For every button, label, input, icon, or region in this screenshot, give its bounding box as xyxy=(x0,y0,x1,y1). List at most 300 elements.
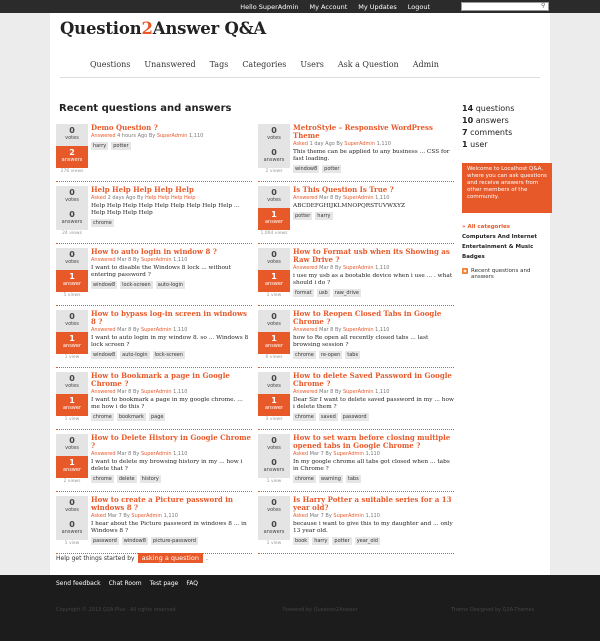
tag[interactable]: page xyxy=(150,414,164,420)
rss-icon: ◉ xyxy=(463,268,467,273)
question-when: Mar 8 xyxy=(117,389,132,395)
question-stats xyxy=(258,248,290,298)
tag-list xyxy=(293,537,455,545)
ask-question-button[interactable]: asking a question xyxy=(138,553,203,563)
logout-link[interactable]: Logout xyxy=(407,2,430,11)
footer xyxy=(0,575,600,641)
vote-count xyxy=(56,496,88,518)
question-action[interactable]: Answered xyxy=(293,389,318,395)
question-author-points: 1,110 xyxy=(375,327,390,333)
question-title-link[interactable]: How to set warn before closing multiple opened tabs in Google Chrome ? xyxy=(293,433,451,450)
question-meta xyxy=(293,195,455,202)
view-count: 1 view xyxy=(266,293,282,298)
nav-unanswered[interactable]: Unanswered xyxy=(144,60,196,69)
tag[interactable]: window8 xyxy=(93,352,116,358)
question-action[interactable]: Answered xyxy=(91,327,116,333)
top-bar xyxy=(0,0,600,13)
tag-list xyxy=(91,413,253,421)
answer-label: answer xyxy=(62,467,82,473)
question-body xyxy=(91,186,253,227)
question-body xyxy=(91,310,253,359)
answer-count xyxy=(56,146,88,168)
question-title-link[interactable]: Is This Question Is True ? xyxy=(293,185,394,194)
question-excerpt: This theme can be applied to any business ... CSS for fast loading. xyxy=(293,149,450,162)
tag[interactable]: potter xyxy=(334,538,350,544)
tag-list xyxy=(293,212,455,220)
question-stats xyxy=(56,124,88,174)
question-by: By xyxy=(334,265,342,271)
answer-label: answers xyxy=(61,157,83,163)
view-count: 5 views xyxy=(63,293,81,298)
question-stats xyxy=(258,186,290,236)
question-excerpt: i use my usb as a bootable device when i use ... . what should i do ? xyxy=(293,273,453,286)
tag[interactable]: chrome xyxy=(93,220,112,226)
question-by: By xyxy=(336,141,343,147)
question-author-link[interactable]: SuperAdmin xyxy=(344,141,375,147)
question-excerpt: I want to delete my browsing history in my ... how i delete that ? xyxy=(91,459,243,472)
vote-count xyxy=(258,186,290,208)
tag[interactable]: window8 xyxy=(123,538,146,544)
question-stats xyxy=(258,372,290,422)
question-action[interactable]: Asked xyxy=(293,451,308,457)
vote-count xyxy=(56,124,88,146)
tag[interactable]: warning xyxy=(320,476,341,482)
question-title-link[interactable]: Demo Question ? xyxy=(91,123,158,132)
answer-count xyxy=(56,456,88,478)
answer-count xyxy=(56,394,88,416)
tag[interactable]: bookmark xyxy=(118,414,144,420)
welcome-box: Welcome to Localhost Q&A, where you can ask questions and receive answers from other members of the community. xyxy=(462,163,552,213)
vote-number: 0 xyxy=(271,250,277,259)
answer-count xyxy=(258,146,290,168)
question-when: Mar 7 xyxy=(309,451,324,457)
answer-number: 0 xyxy=(69,210,75,219)
copyright-text: Copyright © 2013 Q2A Plus · All rights reserved xyxy=(56,607,176,613)
question-action[interactable]: Answered xyxy=(293,327,318,333)
category-badges[interactable]: Badges xyxy=(462,254,485,260)
question-excerpt: Help Help Help Help Help Help Help Help Help ... Help Help Help Help xyxy=(91,203,240,216)
question-author-points: 1,110 xyxy=(365,513,380,519)
question-title-link[interactable]: MetroStyle – Responsive WordPress Theme xyxy=(293,123,433,140)
footer-test-page[interactable]: Test page xyxy=(149,580,179,587)
help-text: Help get things started by xyxy=(56,554,135,562)
question-when: 4 hours Ago xyxy=(117,133,148,139)
tag-list xyxy=(293,289,455,297)
my-account-link[interactable]: My Account xyxy=(309,2,348,11)
question-by: By xyxy=(123,513,130,519)
vote-label: votes xyxy=(267,445,281,451)
tag[interactable]: lock-screen xyxy=(122,282,151,288)
vote-count xyxy=(258,434,290,456)
question-action[interactable]: Answered xyxy=(293,265,318,271)
site-logo[interactable]: Question2Answer Q&A xyxy=(60,19,267,38)
question-by: By xyxy=(334,389,342,395)
category-computers[interactable]: Computers And Internet xyxy=(462,234,537,240)
question-stats xyxy=(56,186,88,236)
question-meta xyxy=(91,451,253,458)
vote-label: votes xyxy=(267,321,281,327)
question-by: By xyxy=(325,513,332,519)
question-action[interactable]: Answered xyxy=(91,257,116,263)
vote-label: votes xyxy=(267,197,281,203)
tag[interactable]: chrome xyxy=(295,476,314,482)
answer-label: answer xyxy=(264,281,284,287)
footer-faq[interactable]: FAQ xyxy=(186,580,198,587)
question-stats xyxy=(56,310,88,360)
question-author-link[interactable]: SuperAdmin xyxy=(131,513,162,519)
tag[interactable]: book xyxy=(295,538,308,544)
tag[interactable]: year_old xyxy=(356,538,378,544)
tag[interactable]: chrome xyxy=(93,414,112,420)
vote-count xyxy=(56,372,88,394)
answer-number: 1 xyxy=(271,272,277,281)
question-body xyxy=(91,372,253,421)
stat-comments: 7 comments xyxy=(462,128,513,137)
tag[interactable]: potter xyxy=(324,166,340,172)
vote-number: 0 xyxy=(69,126,75,135)
question-by: By xyxy=(334,195,342,201)
question-stats xyxy=(258,124,290,174)
question-action[interactable]: Answered xyxy=(91,133,116,139)
rss-feed-link[interactable] xyxy=(462,268,552,280)
question-title-link[interactable]: How to Format usb when its Showing as Raw Drive ? xyxy=(293,247,450,264)
nav-ask-question[interactable]: Ask a Question xyxy=(337,60,399,69)
view-count: 3 views xyxy=(265,417,283,422)
tag[interactable]: password xyxy=(93,538,117,544)
question-author-link[interactable]: SuperAdmin xyxy=(140,389,172,395)
answer-count xyxy=(258,332,290,354)
question-item xyxy=(56,372,252,430)
stat-questions: 14 questions xyxy=(462,104,515,113)
question-action[interactable]: Asked xyxy=(91,195,106,201)
question-author-points: 1,110 xyxy=(189,133,204,139)
question-action[interactable]: Answered xyxy=(293,195,318,201)
question-item xyxy=(258,186,454,244)
question-by: By xyxy=(325,451,332,457)
my-updates-link[interactable]: My Updates xyxy=(358,2,397,11)
category-all[interactable]: » All categories xyxy=(462,222,552,232)
answer-count xyxy=(258,518,290,540)
answer-label: answers xyxy=(263,467,285,473)
vote-number: 0 xyxy=(69,374,75,383)
question-author-points: 1,110 xyxy=(173,451,188,457)
question-excerpt: I want to bookmark a page in my google chrome. ... me how i do this ? xyxy=(91,397,243,410)
tag[interactable]: auto-login xyxy=(157,282,184,288)
tag[interactable]: auto-login xyxy=(122,352,148,358)
question-item xyxy=(258,124,454,182)
view-count: 24 views xyxy=(62,231,82,236)
tag[interactable]: harry xyxy=(93,143,107,149)
tag-list xyxy=(293,165,455,173)
answer-number: 1 xyxy=(271,396,277,405)
question-title-link[interactable]: How to bypass log-in screen in windows 8 ? xyxy=(91,309,247,326)
vote-label: votes xyxy=(267,507,281,513)
answer-number: 0 xyxy=(69,520,75,529)
vote-label: votes xyxy=(267,135,281,141)
vote-number: 0 xyxy=(271,312,277,321)
question-author-points: 1,110 xyxy=(375,389,390,395)
view-count: 2 views xyxy=(63,479,81,484)
question-item xyxy=(258,434,454,492)
nav-questions[interactable]: Questions xyxy=(90,60,131,69)
answer-count xyxy=(56,332,88,354)
answer-label: answer xyxy=(264,219,284,225)
view-count: 1 view xyxy=(266,541,282,546)
question-stats xyxy=(56,372,88,422)
tag[interactable]: usb xyxy=(318,290,328,296)
question-title-link[interactable]: How to auto login in window 8 ? xyxy=(91,247,217,256)
question-title-link[interactable]: Help Help Help Help Help xyxy=(91,185,194,194)
tag[interactable]: window8 xyxy=(295,166,318,172)
question-by: By xyxy=(148,133,156,139)
vote-number: 0 xyxy=(69,188,75,197)
question-stats xyxy=(56,248,88,298)
view-count: 1 view xyxy=(64,355,80,360)
answer-count xyxy=(258,270,290,292)
tag[interactable]: history xyxy=(141,476,159,482)
question-meta xyxy=(91,389,253,396)
question-excerpt: how to Re open all recently closed tabs ... last browsing session ? xyxy=(293,335,429,348)
tag-list xyxy=(293,351,455,359)
vote-count xyxy=(258,310,290,332)
tag[interactable]: harry xyxy=(317,213,331,219)
question-author-points: 1,110 xyxy=(375,265,390,271)
answer-label: answer xyxy=(264,343,284,349)
tag[interactable]: raw_drive xyxy=(334,290,360,296)
question-body xyxy=(91,496,253,545)
tag-list xyxy=(91,475,253,483)
answer-number: 2 xyxy=(69,148,75,157)
tag[interactable]: chrome xyxy=(93,476,112,482)
question-stats xyxy=(56,496,88,546)
question-author-points: 1,110 xyxy=(365,451,380,457)
question-author-link[interactable]: SuperAdmin xyxy=(156,133,188,139)
vote-number: 0 xyxy=(69,250,75,259)
question-action[interactable]: Asked xyxy=(91,513,106,519)
question-action[interactable]: Asked xyxy=(293,141,308,147)
search-icon[interactable]: ⚲ xyxy=(541,2,546,9)
question-action[interactable]: Asked xyxy=(293,513,308,519)
question-author-link[interactable]: Help Help Help Help xyxy=(145,195,196,201)
question-author-link[interactable]: SuperAdmin xyxy=(333,451,364,457)
answer-label: answers xyxy=(263,157,285,163)
question-author-points: 1,110 xyxy=(173,389,188,395)
question-body xyxy=(91,434,253,483)
search-input[interactable] xyxy=(461,2,549,11)
view-count: 276 views xyxy=(60,169,84,174)
question-item xyxy=(56,248,252,306)
theme-credit-text: Theme Designed by Q2A-Themes xyxy=(451,607,535,613)
view-count: 1 view xyxy=(64,417,80,422)
tag-list xyxy=(91,281,253,289)
answer-number: 1 xyxy=(271,334,277,343)
vote-number: 0 xyxy=(271,498,277,507)
question-when: Mar 8 xyxy=(117,451,132,457)
vote-count xyxy=(56,434,88,456)
question-meta xyxy=(293,141,455,148)
question-title-link[interactable]: How to delete Saved Password in Google Chrome ? xyxy=(293,371,452,388)
nav-users[interactable]: Users xyxy=(300,60,324,69)
question-title-link[interactable]: How to create a Picture password in windows 8 ? xyxy=(91,495,233,512)
vote-label: votes xyxy=(65,197,79,203)
vote-number: 0 xyxy=(271,126,277,135)
vote-number: 0 xyxy=(271,188,277,197)
hello-user-link[interactable]: Hello SuperAdmin xyxy=(240,2,299,11)
site-stats xyxy=(462,103,552,151)
question-author-link[interactable]: SuperAdmin xyxy=(140,451,172,457)
answer-label: answer xyxy=(62,405,82,411)
answer-count xyxy=(56,270,88,292)
question-by: By xyxy=(334,327,342,333)
question-item xyxy=(258,496,454,554)
question-title-link[interactable]: How to Bookmark a page in Google Chrome ? xyxy=(91,371,230,388)
tag[interactable]: tabs xyxy=(347,476,359,482)
answer-number: 1 xyxy=(69,272,75,281)
question-by: By xyxy=(132,389,140,395)
question-by: By xyxy=(132,327,140,333)
question-meta xyxy=(293,389,455,396)
answer-label: answers xyxy=(61,219,83,225)
question-when: Mar 8 xyxy=(319,327,334,333)
category-entertainment[interactable]: Entertainment & Music xyxy=(462,244,534,250)
tag-list xyxy=(91,219,253,227)
answer-number: 0 xyxy=(271,148,277,157)
question-body xyxy=(293,372,455,421)
question-author-points: 1,110 xyxy=(376,141,391,147)
tag[interactable]: tabs xyxy=(347,352,359,358)
question-when: Mar 7 xyxy=(309,513,324,519)
vote-label: votes xyxy=(65,445,79,451)
question-excerpt: I want to disable the Windows 8 lock ... without entering password ? xyxy=(91,265,231,278)
tag[interactable]: chrome xyxy=(295,352,314,358)
help-prompt xyxy=(56,553,208,563)
vote-label: votes xyxy=(65,321,79,327)
question-author-points: 1,110 xyxy=(163,513,178,519)
question-title-link[interactable]: Is Harry Potter a suitable series for a 13 year old? xyxy=(293,495,452,512)
tag[interactable]: chrome xyxy=(295,414,314,420)
question-stats xyxy=(258,496,290,546)
answer-count xyxy=(56,208,88,230)
question-author-link[interactable]: SuperAdmin xyxy=(342,265,374,271)
answer-count xyxy=(258,394,290,416)
view-count: 1 view xyxy=(266,479,282,484)
question-title-link[interactable]: How to Reopen Closed Tabs in Google Chrome ? xyxy=(293,309,442,326)
vote-label: votes xyxy=(65,135,79,141)
question-when: Mar 7 xyxy=(107,513,122,519)
question-author-points: 1,110 xyxy=(375,195,390,201)
top-nav xyxy=(240,0,430,13)
vote-number: 0 xyxy=(69,436,75,445)
tag[interactable]: format xyxy=(295,290,312,296)
question-item xyxy=(258,310,454,368)
tag[interactable]: delete xyxy=(118,476,135,482)
tag[interactable]: re-open xyxy=(320,352,341,358)
nav-divider xyxy=(60,77,540,78)
question-item xyxy=(56,496,252,554)
feed-label: Recent questions and answers xyxy=(471,268,531,280)
vote-label: votes xyxy=(65,507,79,513)
question-author-link[interactable]: SuperAdmin xyxy=(342,389,374,395)
footer-links xyxy=(56,580,198,587)
tag-list xyxy=(91,351,253,359)
question-when: Mar 8 xyxy=(117,257,132,263)
question-stats xyxy=(258,434,290,484)
vote-label: votes xyxy=(267,259,281,265)
question-item xyxy=(258,248,454,306)
vote-count xyxy=(56,186,88,208)
question-meta xyxy=(91,327,253,334)
answer-count xyxy=(258,456,290,478)
question-when: Mar 8 xyxy=(117,327,132,333)
question-meta xyxy=(91,133,253,140)
answer-label: answers xyxy=(263,529,285,535)
answer-number: 1 xyxy=(69,334,75,343)
page-container xyxy=(50,13,550,575)
question-author-link[interactable]: SuperAdmin xyxy=(333,513,364,519)
question-action[interactable]: Answered xyxy=(91,389,116,395)
question-when: 2 days Ago xyxy=(107,195,136,201)
view-count: 6 views xyxy=(265,355,283,360)
answer-label: answer xyxy=(264,405,284,411)
question-when: Mar 8 xyxy=(319,389,334,395)
question-meta xyxy=(293,265,455,272)
answer-label: answer xyxy=(62,281,82,287)
tag[interactable]: potter xyxy=(113,143,129,149)
vote-count xyxy=(258,124,290,146)
vote-number: 0 xyxy=(271,436,277,445)
question-author-link[interactable]: SuperAdmin xyxy=(140,257,172,263)
question-excerpt: I hear about the Picture password in windows 8 ... in Windows 8 ? xyxy=(91,521,247,534)
question-body xyxy=(91,124,253,150)
question-title-link[interactable]: How to Delete History in Google Chrome ? xyxy=(91,433,251,450)
view-count: 2 views xyxy=(265,169,283,174)
footer-send-feedback[interactable]: Send feedback xyxy=(56,580,101,587)
vote-count xyxy=(258,496,290,518)
question-stats xyxy=(56,434,88,484)
nav-admin[interactable]: Admin xyxy=(412,60,439,69)
tag[interactable]: window8 xyxy=(93,282,116,288)
question-body xyxy=(91,248,253,289)
vote-number: 0 xyxy=(69,312,75,321)
question-when: Mar 8 xyxy=(319,195,334,201)
tag[interactable]: lock-screen xyxy=(154,352,184,358)
question-item xyxy=(56,310,252,368)
question-author-link[interactable]: SuperAdmin xyxy=(140,327,172,333)
question-by: By xyxy=(132,257,140,263)
tag[interactable]: picture-password xyxy=(152,538,196,544)
tag[interactable]: harry xyxy=(314,538,328,544)
question-body xyxy=(293,248,455,297)
vote-label: votes xyxy=(65,383,79,389)
question-author-link[interactable]: SuperAdmin xyxy=(342,327,374,333)
nav-tags[interactable]: Tags xyxy=(209,60,229,69)
tag[interactable]: password xyxy=(342,414,367,420)
question-excerpt: Dear Sir I want to delete saved password in my ... how i delete them ? xyxy=(293,397,454,410)
tag[interactable]: potter xyxy=(295,213,311,219)
question-author-link[interactable]: SuperAdmin xyxy=(342,195,374,201)
question-author-points: 1,110 xyxy=(173,257,188,263)
nav-categories[interactable]: Categories xyxy=(242,60,287,69)
tag-list xyxy=(293,475,455,483)
tag[interactable]: saved xyxy=(320,414,336,420)
tag-list xyxy=(293,413,455,421)
footer-chat-room[interactable]: Chat Room xyxy=(108,580,142,587)
stat-users: 1 user xyxy=(462,140,488,149)
question-body xyxy=(293,310,455,359)
vote-count xyxy=(258,248,290,270)
vote-count xyxy=(56,310,88,332)
question-action[interactable]: Answered xyxy=(91,451,116,457)
